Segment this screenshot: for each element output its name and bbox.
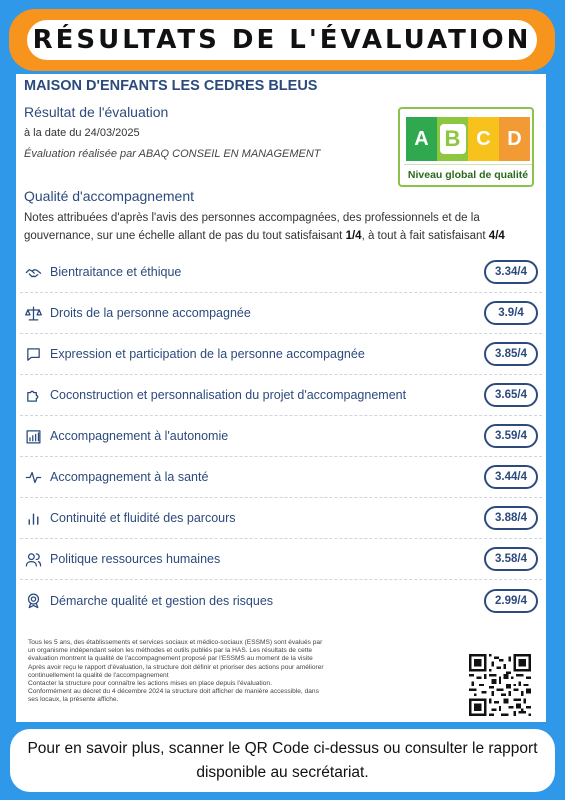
notes-max: 4/4 [488,230,505,242]
quality-level-badge [398,107,534,187]
criterion-row [20,580,542,621]
puzzle-icon [20,385,46,405]
growth-bars-icon [20,426,46,446]
organization-name: MAISON D'ENFANTS LES CEDRES BLEUS [24,78,318,94]
fine-print-line: Tous les 5 ans, des établissements et services sociaux et médico-sociaux (ESSMS) sont évalués par [28,639,323,646]
criterion-score: 2.99/4 [484,589,538,613]
fine-print-line: évaluation montrent la qualité de l'accompagnement proposé par l'ESSMS au moment de la visite [28,655,313,663]
section-title: Résultat de l'évaluation [24,104,169,120]
criterion-label: Démarche qualité et gestion des risques [50,593,274,608]
fine-print-line: continuellement la qualité de l'accompagnement [28,671,169,679]
speech-bubble-icon [20,344,46,364]
notes-min: 1/4 [345,230,362,242]
criteria-list [20,252,542,621]
criterion-row [20,457,542,498]
criterion-row [20,293,542,334]
criterion-score: 3.88/4 [484,506,538,530]
criterion-row [20,539,542,580]
fine-print-line: Contacter la structure pour connaître les actions mises en place depuis l'évaluation. [28,680,272,688]
criterion-label: Accompagnement à l'autonomie [50,429,229,443]
results-card [16,74,546,722]
criterion-row [20,416,542,457]
quality-letters [406,117,530,161]
people-icon [20,549,46,569]
grade-b-selected: B [440,124,466,154]
handshake-icon [20,262,46,282]
evaluation-date: à la date du 24/03/2025 [24,127,140,139]
criterion-label: Coconstruction et personnalisation du projet d'accompagnement [50,388,407,402]
fine-print [28,639,408,705]
quality-level-label: Niveau global de qualité [404,164,532,184]
scoring-notes [24,209,540,245]
criterion-label: Politique ressources humaines [50,552,221,566]
criterion-label: Bientraitance et éthique [50,265,182,279]
footer-note [10,729,555,792]
bar-chart-icon [20,508,46,528]
footer-text: Pour en savoir plus, scanner le QR Code ci-dessus ou consulter le rapport disponible au secrétariat. [27,739,538,781]
grade-c: C [468,117,499,161]
heartbeat-icon [20,467,46,487]
criterion-score: 3.85/4 [484,342,538,366]
evaluator-text: Évaluation réalisée par ABAQ CONSEIL EN MANAGEMENT [24,148,321,160]
fine-print-line: un organisme indépendant selon les méthodes et outils publiés par la HAS. Les résultats de cette [28,647,313,655]
criterion-label: Expression et participation de la personne accompagnée [50,347,365,361]
notes-prefix: Notes attribuées d'après l'avis des personnes accompagnées, des professionnels et de la gouvernance, sur une échelle allant de pas du tout satisfaisant [24,212,480,242]
notes-mid: , à tout à fait satisfaisant [361,230,489,242]
fine-print-line: Après avoir reçu le rapport d'évaluation, la structure doit définir et prioriser des actions pour améliorer [28,663,324,671]
quality-section-title: Qualité d'accompagnement [24,188,194,204]
criterion-score: 3.34/4 [484,260,538,284]
criterion-score: 3.58/4 [484,547,538,571]
criterion-row [20,334,542,375]
criterion-score: 3.65/4 [484,383,538,407]
criterion-row [20,252,542,293]
criterion-score: 3.9/4 [484,301,538,325]
criterion-label: Accompagnement à la santé [50,470,209,484]
title-banner [9,9,555,71]
grade-b [437,117,468,161]
fine-print-line: ses locaux, la présente affiche. [28,696,119,704]
grade-a: A [406,117,437,161]
criterion-row [20,498,542,539]
qr-code[interactable] [469,654,531,716]
fine-print-line: Conformément au décret du 4 décembre 2024 la structure doit afficher de manière accessible, dans [28,688,319,696]
criterion-label: Droits de la personne accompagnée [50,306,251,320]
criterion-label: Continuité et fluidité des parcours [50,511,236,525]
grade-d: D [499,117,530,161]
page-title: RÉSULTATS DE L'ÉVALUATION [32,25,532,55]
criterion-score: 3.59/4 [484,424,538,448]
criterion-row [20,375,542,416]
scales-icon [20,303,46,323]
quality-seal-icon [20,591,46,611]
title-banner-inner [27,20,537,60]
criterion-score: 3.44/4 [484,465,538,489]
